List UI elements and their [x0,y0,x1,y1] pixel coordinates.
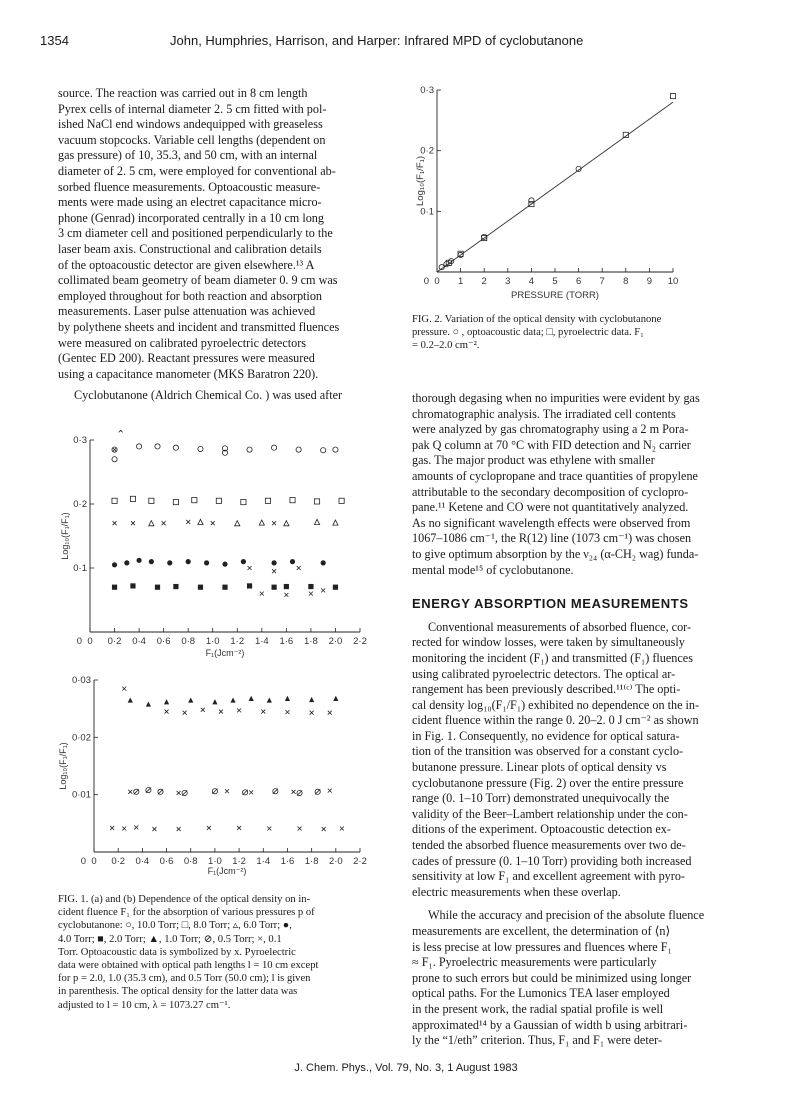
x-tick-label: 0·2 [111,856,126,867]
data-point [216,498,221,503]
x-tick-label: 2·2 [353,636,367,647]
x-tick-label: 0 [434,276,440,287]
x-tick-label: 2·0 [328,856,343,867]
text-line: for p = 2.0, 1.0 (35.3 cm), and 0.5 Torr (50.0 cm); l is given [58,973,311,985]
right-column-text [412,391,762,1049]
fig1-caption [58,893,406,1012]
text-line: mental mode¹⁵ of cyclobutanone. [412,562,574,577]
x-tick-label: 1 [457,276,464,287]
x-tick-label: 0·8 [183,856,198,867]
text-line: were analyzed by gas chromatography using a 2 m Pora- [412,422,689,437]
data-point [308,584,313,589]
y-tick-label: 0·03 [71,675,91,686]
x-tick-label: 9 [646,276,653,287]
x-tick-label: 10 [667,276,679,287]
left-paragraph-2: Cyclobutanone (Aldrich Chemical Co. ) was used after [74,388,343,403]
data-point [333,696,338,701]
x-tick-label: 0 [91,856,97,867]
text-line: FIG. 2. Variation of the optical density with cyclobutanone [412,314,662,325]
data-point [265,498,270,503]
text-line: cades of pressure (0. 1–10 Torr) providing both increased [412,853,692,868]
data-point [186,559,191,564]
data-point [219,710,223,714]
data-point [670,93,675,98]
text-line: While the accuracy and precision of the absolute fluence [428,908,705,923]
data-point [122,687,126,691]
x-tick-label: 6 [575,276,582,287]
data-point [272,521,276,525]
data-point [271,445,276,450]
text-line: in the present work, the radial spatial profile is well [412,1001,664,1016]
data-point [113,521,117,525]
x-axis-label: F₁(Jcm⁻²) [207,866,247,876]
text-line: using calibrated pyroelectric detectors. The optical ar- [412,666,676,681]
data-point [186,520,190,524]
data-point [340,826,344,830]
text-line: cident fluence within the range 0. 20–2. 0 J cm⁻² as shown [412,713,699,728]
x-tick-label: 1·2 [232,856,246,867]
text-line: sensitivity at low F₁ and excellent agreement with pyro- [412,869,685,884]
y-zero-label: 0 [76,636,82,647]
x-tick-label: 2 [481,276,487,287]
data-point [152,827,156,831]
x-tick-label: 1·8 [304,636,318,647]
data-point [310,711,314,715]
data-point [241,559,246,564]
data-point [259,520,264,525]
x-tick-label: 7 [599,276,605,287]
data-point [243,790,248,795]
data-point [298,826,302,830]
text-line: pressure. ○ , optoacoustic data; □, pyroelectric data. F₁ [412,327,644,339]
section-paragraph-2 [412,908,762,1048]
x-axis-label: F₁(Jcm⁻²) [205,648,245,658]
data-point [290,498,295,503]
data-point [173,499,178,504]
data-point [241,499,246,504]
y-zero-label: 0 [423,276,429,287]
data-point [177,791,181,795]
data-point [271,560,276,565]
data-point [128,697,133,702]
data-point [198,519,203,524]
x-tick-label: 2·0 [328,636,343,647]
text-line: optical paths. For the Lumonics TEA laser employed [412,986,670,1001]
text-line: attributable to the secondary decomposition of cyclopro- [412,484,689,499]
x-tick-label: 1·4 [256,856,271,867]
data-point [112,562,117,567]
data-point [113,448,117,452]
x-tick-label: 1·6 [279,636,294,647]
text-line: in parenthesis. The optical density for the latter data was [58,986,298,998]
text-line: 1067–1086 cm⁻¹, the R(12) line (1073 cm⁻¹) was chosen [412,531,692,546]
data-point [284,521,289,526]
text-line: rangement has been previously described.¹¹⁽ᶜ⁾ The opti- [412,682,681,697]
data-point [247,447,252,452]
text-line: to give optimum absorption by the ν₂₄ (α-CH₂ wag) funda- [412,546,699,561]
text-line: measurements are excellent, the determination of ⟨n⟩ [412,924,671,938]
x-tick-label: 1·4 [254,636,269,647]
data-point [321,448,326,453]
text-line: 4.0 Torr; ■, 2.0 Torr; ▲, 1.0 Torr; ⊘, 0.5 Torr; ×, 0.1 [58,933,282,945]
data-point [222,585,227,590]
text-line: collimated beam geometry of beam diameter 0. 9 cm was [58,273,338,288]
text-line: adjusted to l = 10 cm, λ = 1073.27 cm⁻¹. [58,999,231,1011]
text-line: electric measurements when these overlap. [412,884,621,899]
data-point [124,560,129,565]
data-point [333,447,338,452]
data-point [290,559,295,564]
text-line: ished NaCl end windows andequipped with greaseless [58,117,323,132]
text-line: employed throughout for both reaction and absorption [58,288,323,303]
data-point [167,560,172,565]
data-point [333,585,338,590]
data-point [314,499,319,504]
data-point [112,498,117,503]
y-tick-label: 0·2 [420,145,434,157]
data-point [315,789,320,794]
y-tick-label: 0·02 [71,732,91,744]
data-point [260,592,264,596]
data-point [328,789,332,793]
section-paragraph [412,620,762,901]
journal-footer: J. Chem. Phys., Vol. 79, No. 3, 1 August 1983 [294,1062,518,1074]
text-line: rected for window losses, were taken by simultaneously [412,635,685,650]
data-point [212,789,217,794]
data-point [322,827,326,831]
data-point [198,585,203,590]
text-line: Torr. Optoacoustic data is symbolized by x. Pyroelectric [58,946,296,958]
x-tick-label: 1·6 [280,856,295,867]
section-heading: ENERGY ABSORPTION MEASUREMENTS [412,596,689,612]
left-paragraph [58,86,406,382]
text-line: cal density log₁₀(F₁/F₁) exhibited no dependence on the in- [412,697,700,712]
data-point [328,711,332,715]
data-point [247,583,252,588]
data-point [267,826,271,830]
data-point [146,701,151,706]
text-line: using a capacitance manometer (MKS Baratron 220). [58,366,319,381]
x-tick-label: 1·0 [208,856,222,867]
data-point [119,430,123,432]
data-point [198,446,203,451]
data-point [149,498,154,503]
running-header [40,33,780,51]
page-number: 1354 [40,33,69,48]
text-line: chromatographic analysis. The irradiated cell contents [412,406,676,421]
x-tick-label: 1·2 [230,636,245,647]
data-point [212,699,217,704]
text-line: were measured on calibrated pyroelectric detectors [58,335,307,350]
data-point [211,521,215,525]
x-tick-label: 0·4 [132,636,146,647]
text-line: prone to such errors but could be minimized using longer [412,970,692,985]
data-point [183,711,187,715]
y-axis-label: Log₁₀(F₁/F₁) [60,512,70,560]
right-paragraph [412,391,762,578]
x-tick-label: 2·2 [353,856,367,867]
fig2-caption [412,313,762,353]
x-tick-label: 0·4 [135,856,150,867]
fig2-chart [415,82,700,302]
data-point [173,584,178,589]
data-point [296,447,301,452]
y-tick-label: 0·3 [420,85,434,96]
data-point [188,697,193,702]
text-line: butanone pressure. Linear plots of optical density vs [412,760,667,775]
x-axis-label: PRESSURE (TORR) [511,290,599,301]
data-point [149,521,154,526]
data-point [248,566,252,570]
data-point [267,697,272,702]
text-line: range (0. 1–10 Torr) demonstrated unequivocally the [412,791,670,806]
text-line: Conventional measurements of absorbed fluence, cor- [428,619,692,634]
data-point [110,826,114,830]
data-point [134,789,139,794]
data-point [112,585,117,590]
data-point [237,826,241,830]
text-line: FIG. 1. (a) and (b) Dependence of the optical density on in- [58,894,311,905]
text-line: cident fluence F₁ for the absorption of various pressures p of [58,907,315,919]
data-point [162,521,166,525]
y-tick-label: 0·01 [71,789,91,801]
text-line: cyclobutanone: ○, 10.0 Torr; □, 8.0 Torr; ▵, 6.0 Torr; ●, [58,920,292,932]
data-point [201,708,205,712]
text-line: ly the “1/eth” criterion. Thus, F₁ and F₁ were deter- [412,1033,663,1048]
text-line: sorbed fluence measurements. Optoacoustic measure- [58,179,321,194]
text-line: Pyrex cells of internal diameter 2. 5 cm fitted with pol- [58,101,327,116]
text-line: data were obtained with optical path lengths l = 10 cm except [58,960,319,972]
y-tick-label: 0·1 [73,563,87,574]
y-axis-label: Log₁₀(F₁/F₁) [58,742,68,790]
x-tick-label: 8 [623,276,629,287]
data-point [164,699,169,704]
text-line: amounts of cyclopropane and trace quantities of propylene [412,468,698,483]
data-point [131,521,135,525]
data-point [134,825,138,829]
text-line: (Gentec ED 200). Reactant pressures were measured [58,351,315,366]
data-point [122,826,126,830]
data-point [292,790,296,794]
data-point [235,521,240,526]
data-point [271,585,276,590]
data-point [297,790,302,795]
text-line: diameter of 2. 5 cm, were employed for conventional ab- [58,163,336,178]
text-line: pane.¹¹ Ketene and CO were not quantitatively analyzed. [412,500,689,515]
data-point [321,560,326,565]
data-point [529,198,534,203]
data-point [130,583,135,588]
y-axis-label: Log₁₀(F₁/F₁) [415,156,426,206]
text-line: = 0.2–2.0 cm⁻². [412,340,480,352]
x-tick-label: 5 [552,276,558,287]
data-point [230,697,235,702]
x-tick-label: 3 [505,276,511,287]
text-line: source. The reaction was carried out in 8 cm length [58,86,308,100]
data-point [155,444,160,449]
text-line: ments were made using an electret capacitance micro- [58,195,322,210]
data-point [261,710,265,714]
text-line: by polythene sheets and incident and transmitted fluences [58,319,340,334]
text-line: approximated¹⁴ by a Gaussian of width b using arbitrari- [412,1017,688,1032]
data-point [321,588,325,592]
data-point [297,566,301,570]
x-tick-label: 0·6 [159,856,174,867]
data-point [155,585,160,590]
x-tick-label: 0·6 [156,636,171,647]
data-point [249,790,253,794]
x-tick-label: 0·8 [181,636,196,647]
text-line: ditions of the experiment. Optoacoustic detection ex- [412,822,671,837]
data-point [136,444,141,449]
text-line: monitoring the incident (F₁) and transmitted (F₁) fluences [412,650,693,665]
data-point [284,593,288,597]
text-line: laser beam axis. Constructional and calibration details [58,241,322,256]
data-point [249,696,254,701]
data-point [146,787,151,792]
data-point [309,592,313,596]
data-point [285,696,290,701]
running-title: John, Humphries, Harrison, and Harper: Infrared MPD of cyclobutanone [170,33,584,48]
data-point [158,789,163,794]
fig1b-chart [56,672,368,882]
y-tick-label: 0·2 [73,499,87,510]
fit-line [437,102,673,272]
text-line: 3 cm diameter cell and positioned perpendicularly to the [58,226,333,241]
text-line: As no significant wavelength effects were observed from [412,515,691,530]
text-line: gas pressure) of 10, 35.3, and 50 cm, with an internal [58,148,318,163]
text-line: in Fig. 1. Consequently, no evidence for optical satura- [412,728,680,743]
y-tick-label: 0·3 [73,435,87,446]
data-point [173,445,178,450]
text-line: tended the absorbed fluence measurements over two de- [412,838,686,853]
x-tick-label: 0·2 [107,636,122,647]
text-line: vacuum stopcocks. Variable cell lengths (dependent on [58,132,326,147]
y-zero-label: 0 [80,856,86,867]
data-point [182,790,187,795]
data-point [207,826,211,830]
text-line: cyclobutanone pressure (Fig. 2) over the entire pressure [412,775,684,790]
data-point [285,710,289,714]
x-tick-label: 4 [528,276,535,287]
data-point [333,520,338,525]
text-line: of the optoacoustic detector are given elsewhere.¹³ A [58,257,315,272]
data-point [237,708,241,712]
data-point [165,710,169,714]
data-point [339,498,344,503]
text-line: ≈ F₁. Pyroelectric measurements were particularly [412,955,657,970]
x-tick-label: 1·8 [304,856,319,867]
x-tick-label: 1·0 [205,636,220,647]
fig1a-chart [56,430,368,660]
data-point [192,498,197,503]
y-tick-label: 0·1 [420,206,434,218]
text-line: phone (Genrad) incorporated centrally in a 10 cm long [58,210,324,225]
data-point [222,562,227,567]
text-line: pak Q column at 70 °C with FID detection and N₂ carrier [412,437,691,452]
text-line: validity of the Beer–Lambert relationship under the con- [412,806,688,821]
data-point [273,789,278,794]
data-point [177,827,181,831]
data-point [112,457,117,462]
left-column-text [58,86,406,404]
data-point [136,558,141,563]
data-point [149,559,154,564]
text-line: measurements. Laser pulse attenuation was achieved [58,304,316,319]
data-point [309,697,314,702]
data-point [130,496,135,501]
data-point [284,584,289,589]
text-line: gas. The major product was ethylene with smaller [412,453,655,468]
data-point [128,790,132,794]
data-point [225,789,229,793]
data-point [204,560,209,565]
text-line: tion of the transition was observed for a constant cyclo- [412,744,684,759]
x-tick-label: 0 [87,636,93,647]
text-line: thorough degasing when no impurities were evident by gas [412,391,700,405]
data-point [272,569,276,573]
text-line: is less precise at low pressures and fluences where F₁ [412,939,672,954]
data-point [314,519,319,524]
